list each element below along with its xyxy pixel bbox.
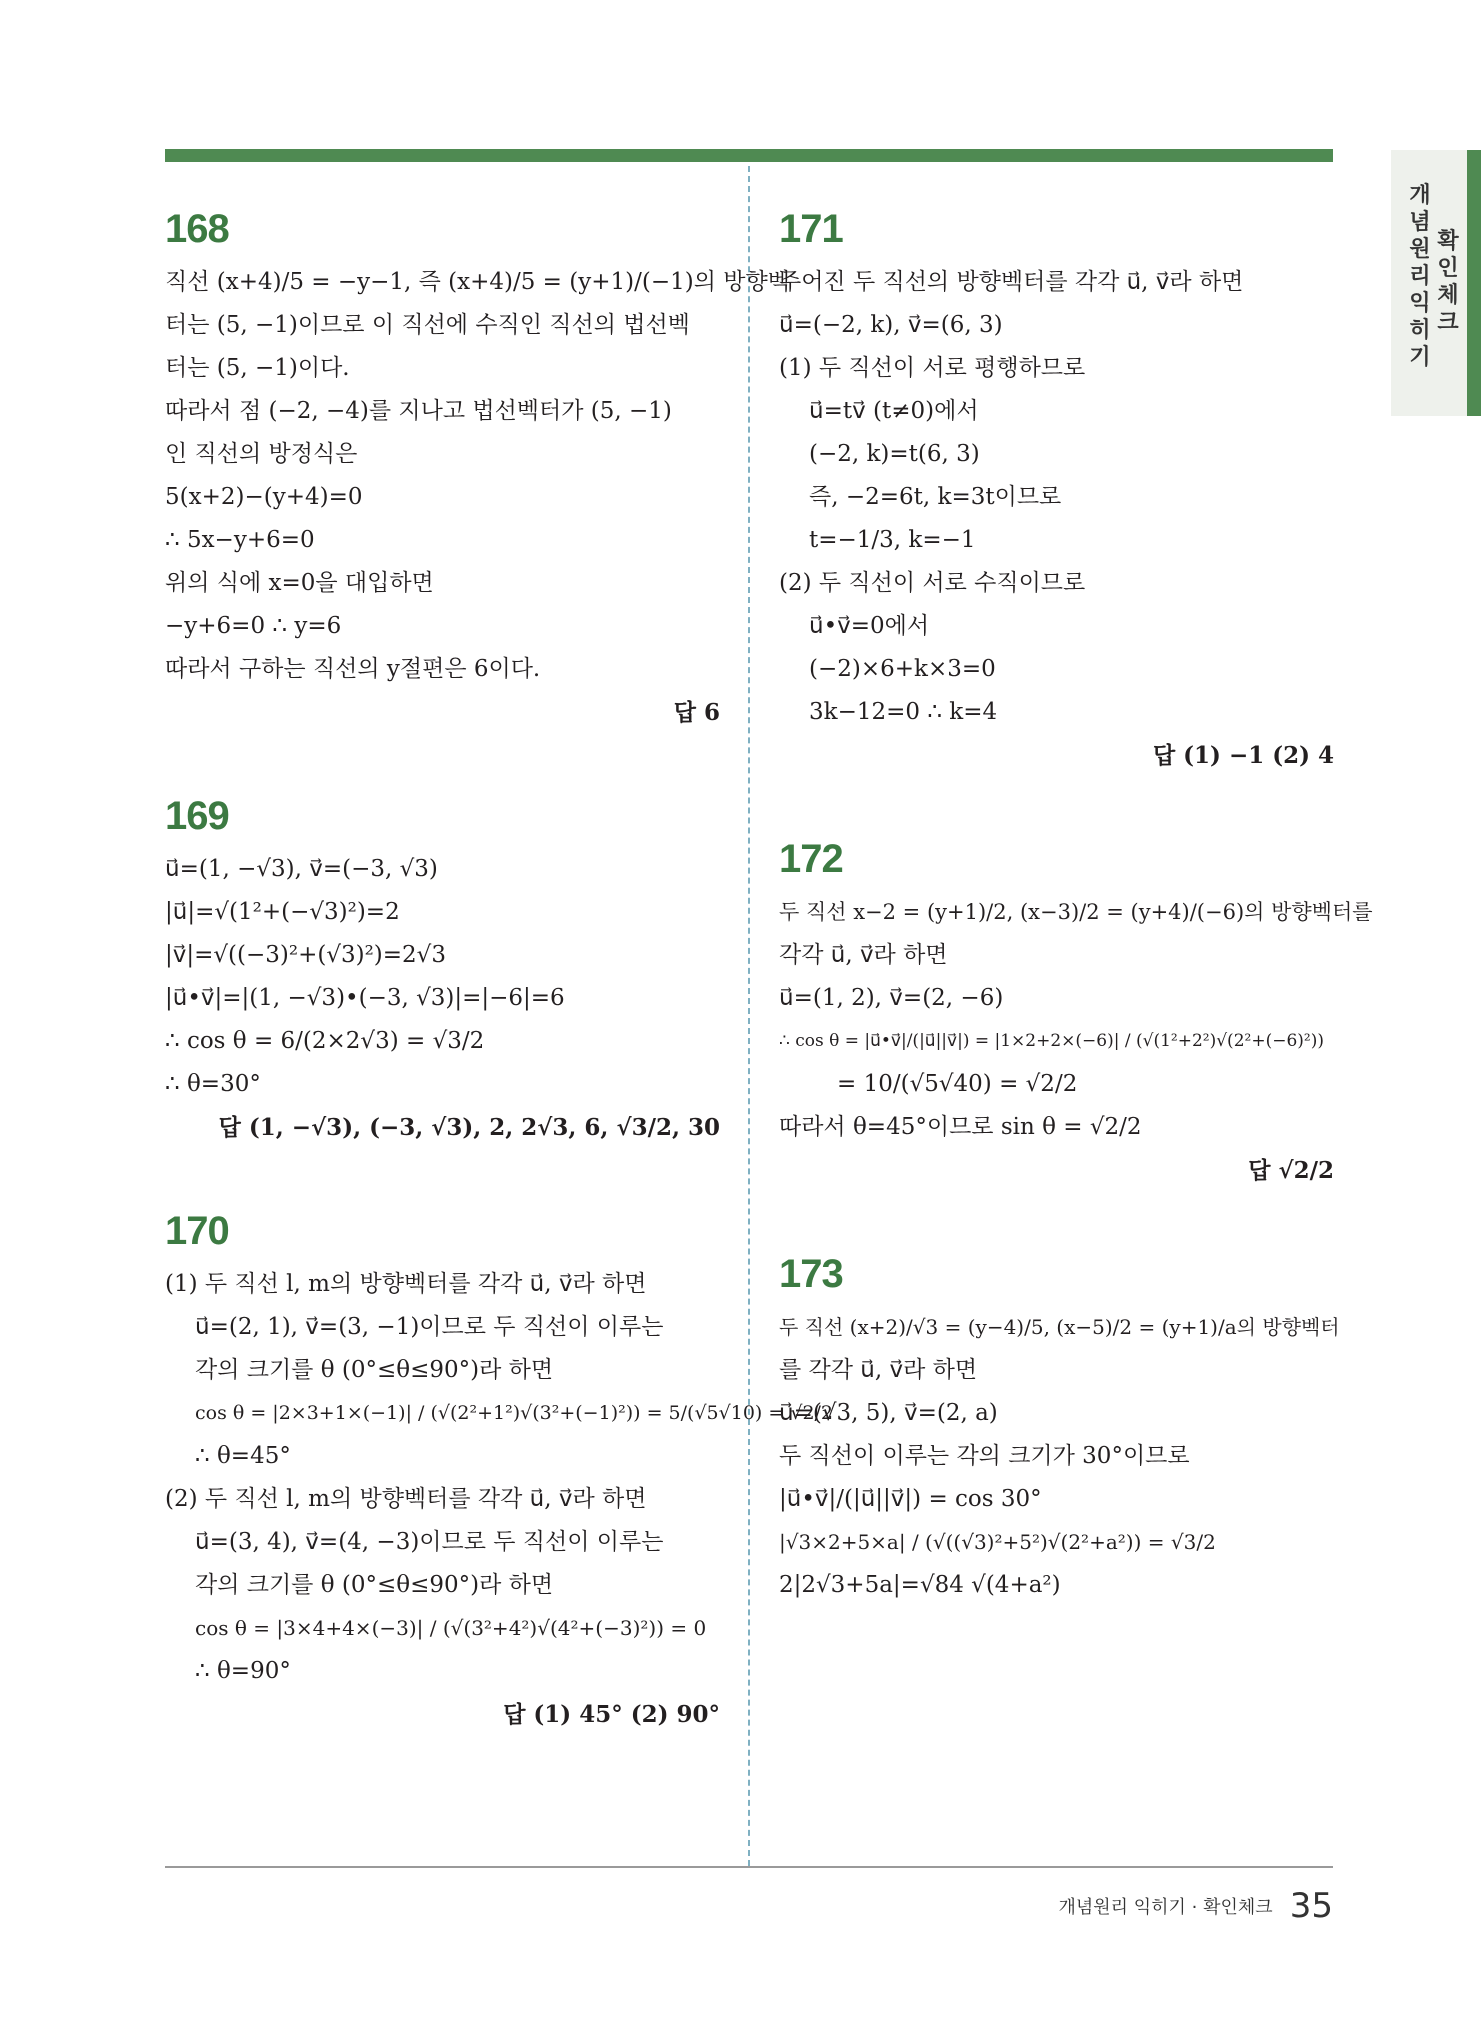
solution-line: ∴ θ=30° (165, 1071, 261, 1097)
solution-line: u⃗=(2, 1), v⃗=(3, −1)이므로 두 직선이 이루는 (195, 1314, 664, 1340)
solution-line: u⃗=(−2, k), v⃗=(6, 3) (779, 312, 1003, 338)
solution-line: 위의 식에 x=0을 대입하면 (165, 570, 434, 596)
solution-line: |u⃗•v⃗|=|(1, −√3)•(−3, √3)|=|−6|=6 (165, 985, 565, 1011)
answer: 답 (1) 45° (2) 90° (503, 1701, 720, 1728)
solution-line: u⃗•v⃗=0에서 (809, 613, 930, 639)
solution-line: = 10/(√5√40) = √2/2 (837, 1071, 1078, 1097)
solution-line: |v⃗|=√((−3)²+(√3)²)=2√3 (165, 942, 446, 968)
right-column (779, 205, 1373, 1665)
solution-line: (−2, k)=t(6, 3) (809, 441, 980, 467)
answer: 답 (1) −1 (2) 4 (1152, 742, 1334, 769)
solution-line: 각각 u⃗, v⃗라 하면 (779, 942, 948, 968)
solution-line: 따라서 구하는 직선의 y절편은 6이다. (165, 656, 541, 682)
solution-line: 인 직선의 방정식은 (165, 441, 358, 467)
answer: 답 √2/2 (1248, 1157, 1334, 1184)
solution-line: 를 각각 u⃗, v⃗라 하면 (779, 1357, 978, 1383)
problem-number: 170 (165, 1209, 229, 1253)
solution-line: (2) 두 직선이 서로 수직이므로 (779, 570, 1086, 596)
problem-173 (779, 1250, 1340, 1607)
solution-line: 주어진 두 직선의 방향벡터를 각각 u⃗, v⃗라 하면 (779, 269, 1244, 295)
answer: 답 (1, −√3), (−3, √3), 2, 2√3, 6, √3/2, 30 (218, 1114, 720, 1141)
side-tab-title: 개념원리 익히기 (1409, 183, 1431, 370)
solution-line: 따라서 점 (−2, −4)를 지나고 법선벡터가 (5, −1) (165, 398, 672, 424)
problem-169 (165, 792, 720, 1149)
solution-line: u⃗=(3, 4), v⃗=(4, −3)이므로 두 직선이 이루는 (195, 1529, 664, 1555)
problem-number: 172 (779, 837, 843, 881)
solution-line: 3k−12=0 ∴ k=4 (809, 699, 998, 725)
solution-line: −y+6=0 ∴ y=6 (165, 613, 342, 639)
solution-line: ∴ θ=90° (195, 1658, 291, 1684)
solution-line: 따라서 θ=45°이므로 sin θ = √2/2 (779, 1114, 1142, 1140)
footer-section-label: 개념원리 익히기 · 확인체크 (1058, 1897, 1273, 1918)
solution-line: |u⃗|=√(1²+(−√3)²)=2 (165, 899, 400, 925)
solution-line: u⃗=tv⃗ (t≠0)에서 (809, 398, 979, 424)
solution-line: 두 직선 (x+2)/√3 = (y−4)/5, (x−5)/2 = (y+1)/a의 방향벡터 (779, 1315, 1340, 1339)
chapter-side-tab (1391, 150, 1481, 416)
top-rule (165, 149, 1333, 162)
solution-line: u⃗=(1, 2), v⃗=(2, −6) (779, 985, 1004, 1011)
solution-line: 터는 (5, −1)이므로 이 직선에 수직인 직선의 법선벡 (165, 312, 690, 338)
solution-line: u⃗=(1, −√3), v⃗=(−3, √3) (165, 856, 438, 882)
solution-line: ∴ θ=45° (195, 1443, 291, 1469)
solution-line: 즉, −2=6t, k=3t이므로 (809, 484, 1062, 510)
problem-number: 173 (779, 1252, 843, 1296)
side-tab-subtitle: 확인체크 (1437, 229, 1459, 335)
solution-line: |u⃗•v⃗|/(|u⃗||v⃗|) = cos 30° (779, 1486, 1042, 1512)
problem-172 (779, 835, 1373, 1192)
bottom-rule (165, 1866, 1333, 1868)
solution-line: 두 직선 x−2 = (y+1)/2, (x−3)/2 = (y+4)/(−6)의 방향벡터를 (779, 900, 1373, 924)
solution-line: 2|2√3+5a|=√84 √(4+a²) (779, 1572, 1061, 1598)
page-footer (1058, 1886, 1333, 1926)
solution-line: 터는 (5, −1)이다. (165, 355, 350, 381)
solution-line: u⃗=(√3, 5), v⃗=(2, a) (779, 1400, 998, 1426)
solution-line: 각의 크기를 θ (0°≤θ≤90°)라 하면 (195, 1357, 554, 1383)
problem-number: 171 (779, 207, 843, 251)
solution-line: |√3×2+5×a| / (√((√3)²+5²)√(2²+a²)) = √3/2 (779, 1530, 1216, 1554)
solution-line: 두 직선이 이루는 각의 크기가 30°이므로 (779, 1443, 1190, 1469)
solution-line: ∴ cos θ = |u⃗•v⃗|/(|u⃗||v⃗|) = |1×2+2×(−6)| / (√(1²+2²)√(2²+(−6)²)) (779, 1031, 1324, 1051)
page-number: 35 (1289, 1886, 1333, 1926)
solution-line: (2) 두 직선 l, m의 방향벡터를 각각 u⃗, v⃗라 하면 (165, 1486, 647, 1512)
column-divider (748, 166, 750, 1866)
solution-line: cos θ = |3×4+4×(−3)| / (√(3²+4²)√(4²+(−3)²)) = 0 (195, 1616, 707, 1640)
solution-line: 직선 (x+4)/5 = −y−1, 즉 (x+4)/5 = (y+1)/(−1)의 방향벡 (165, 269, 790, 295)
solution-line: ∴ cos θ = 6/(2×2√3) = √3/2 (165, 1028, 485, 1054)
problem-171 (779, 205, 1334, 777)
problem-number: 169 (165, 794, 229, 838)
solution-line: t=−1/3, k=−1 (809, 527, 976, 553)
problem-number: 168 (165, 207, 229, 251)
solution-line: 5(x+2)−(y+4)=0 (165, 484, 363, 510)
problem-168 (165, 205, 790, 734)
solution-line: 각의 크기를 θ (0°≤θ≤90°)라 하면 (195, 1572, 554, 1598)
solution-line: cos θ = |2×3+1×(−1)| / (√(2²+1²)√(3²+(−1)²)) = 5/(√5√10) = √2/2 (195, 1402, 834, 1424)
solution-line: (1) 두 직선이 서로 평행하므로 (779, 355, 1086, 381)
solution-line: (−2)×6+k×3=0 (809, 656, 996, 682)
solution-line: (1) 두 직선 l, m의 방향벡터를 각각 u⃗, v⃗라 하면 (165, 1271, 647, 1297)
solution-line: ∴ 5x−y+6=0 (165, 527, 315, 553)
answer: 답 6 (673, 699, 720, 726)
